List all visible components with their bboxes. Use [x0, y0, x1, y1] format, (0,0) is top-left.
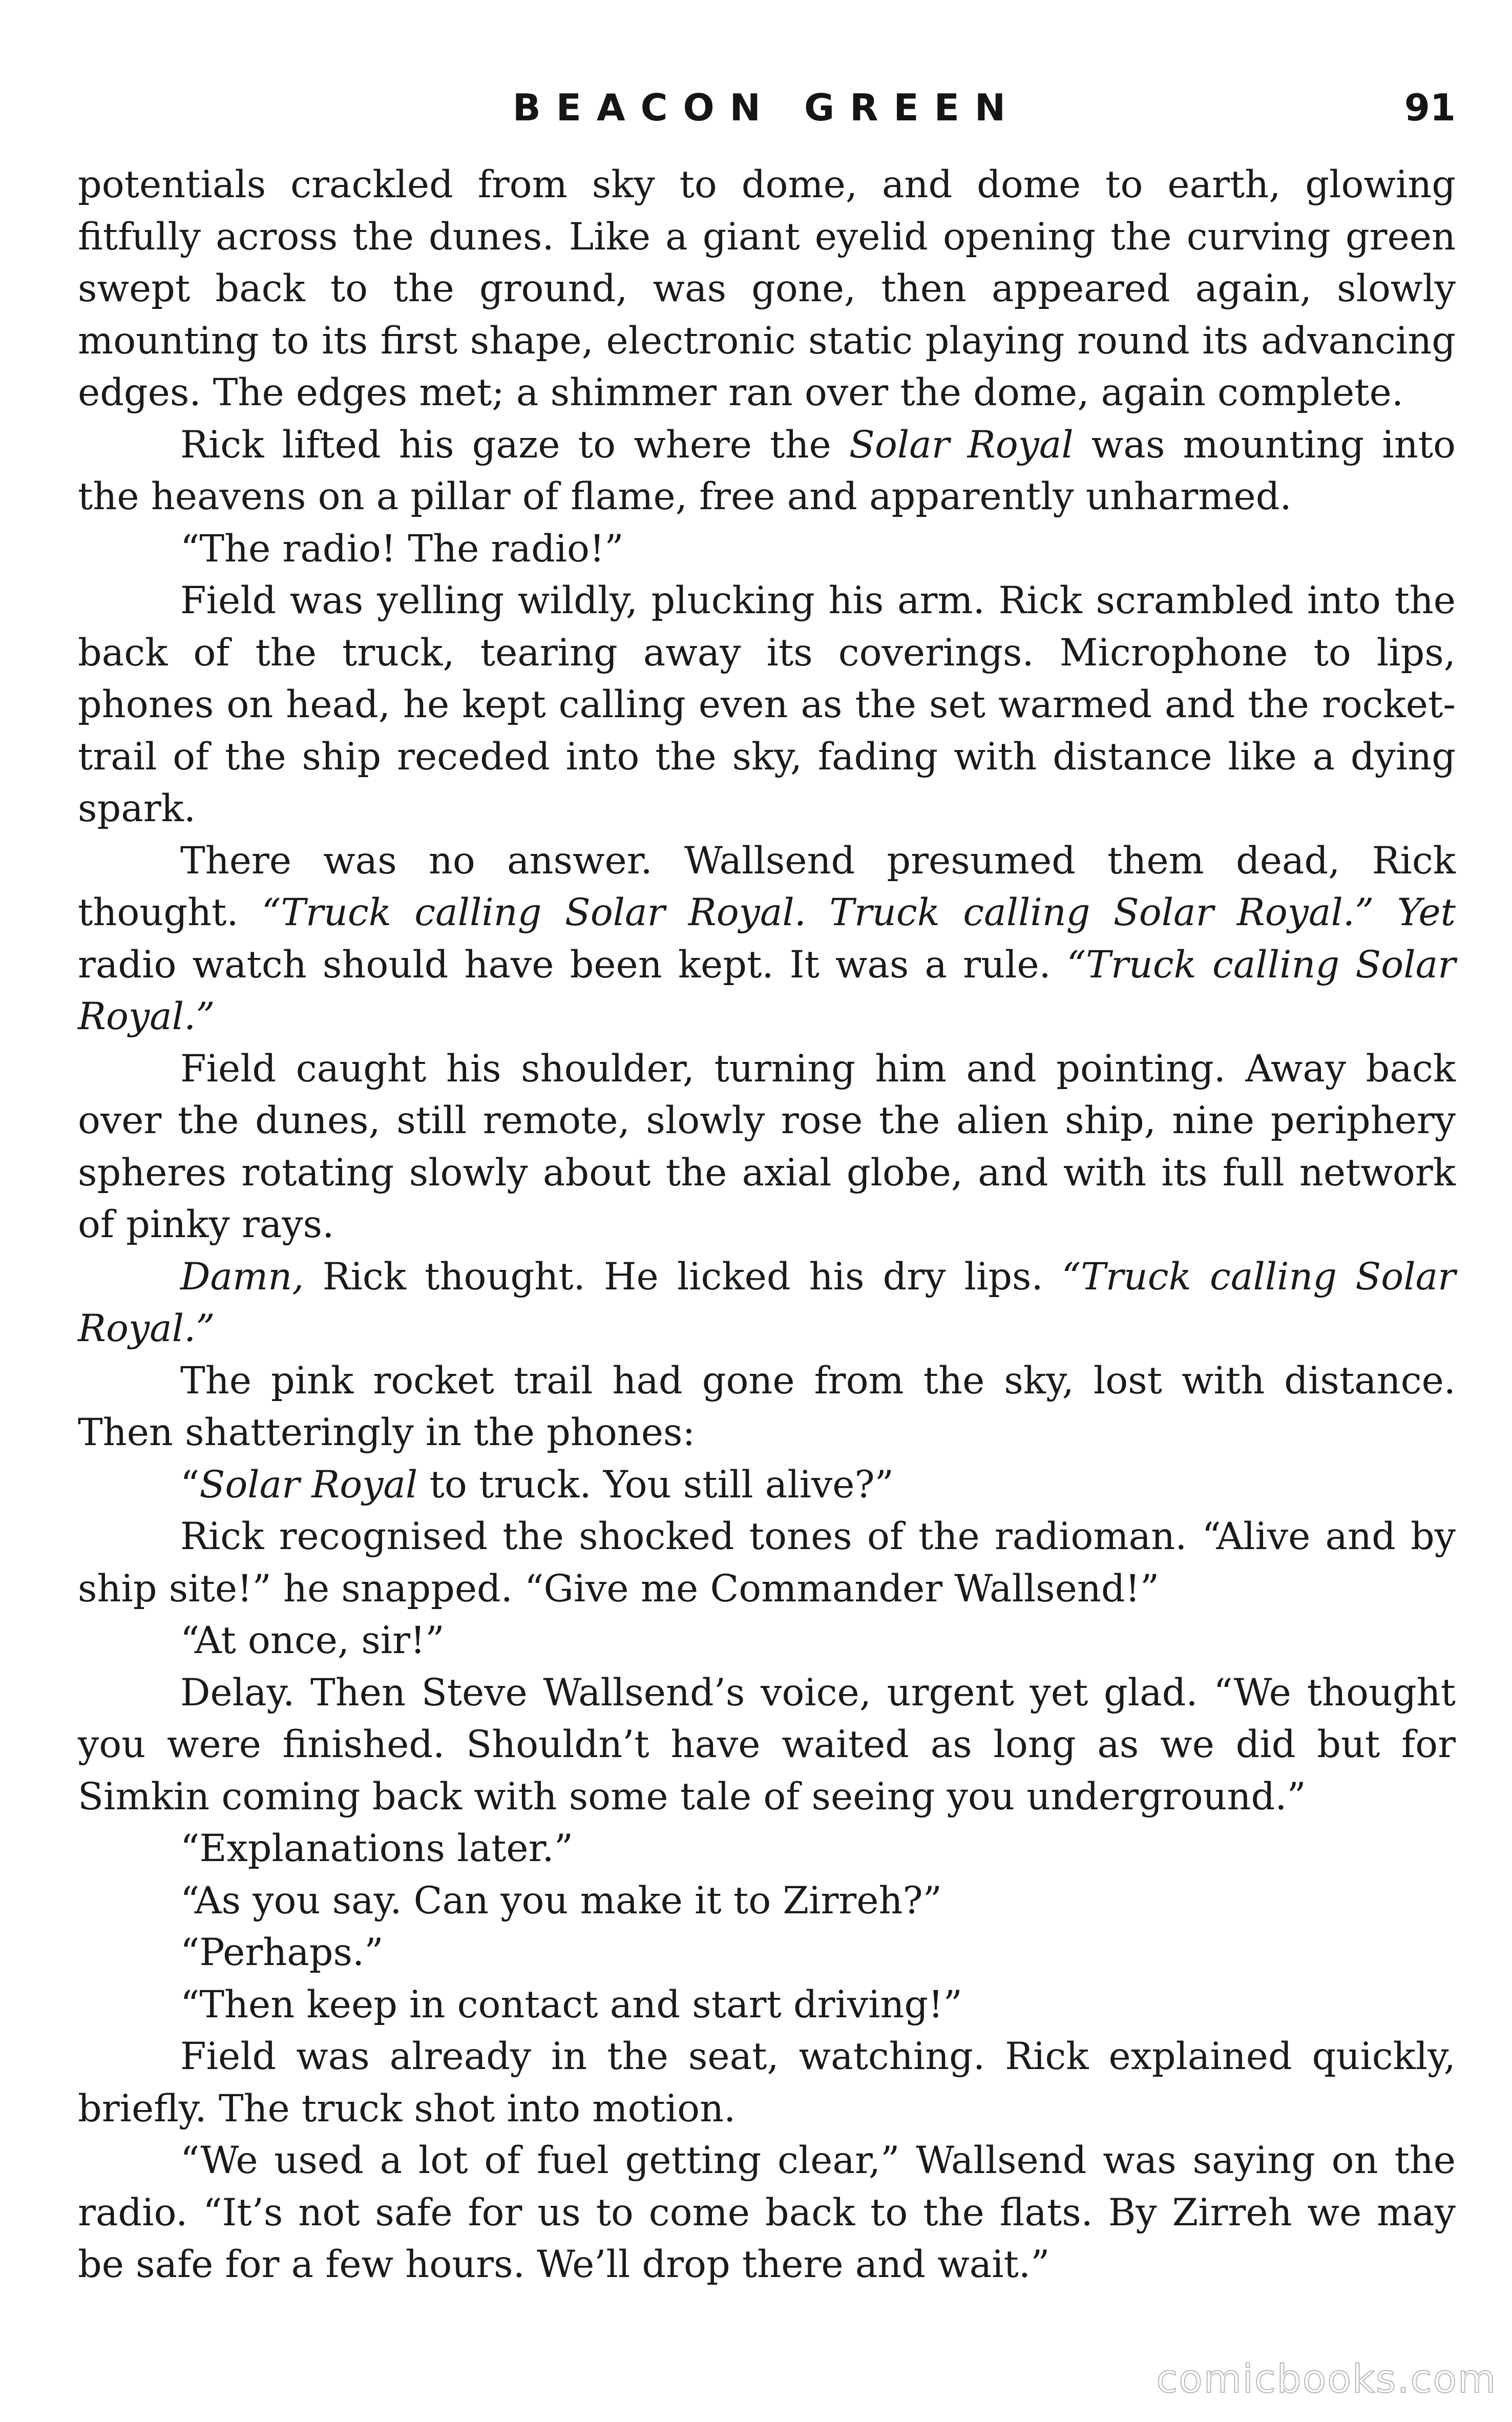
text-run: Field caught his shoulder, turning him and pointing. Away back over the dunes, still remote, slowly rose the alien ship, nine periphery spheres rotating slowly about the axial globe, and with its full network of pinky rays.: [78, 1047, 1456, 1246]
text-run: radio watch should have been kept. It was a rule.: [78, 943, 1067, 987]
italic-text: “Truck calling Solar Royal.”: [78, 1255, 1456, 1350]
italic-text: Solar Royal: [199, 1463, 418, 1507]
text-run: “The radio! The radio!”: [180, 527, 624, 571]
paragraph: [78, 2031, 1456, 2135]
text-run: was mounting into the heavens on a pillar of flame, free and apparently unharmed.: [78, 423, 1456, 518]
paragraph: [78, 1459, 1456, 1511]
paragraph: [78, 2135, 1456, 2291]
text-run: “: [180, 1463, 200, 1507]
paragraph: [78, 419, 1456, 523]
italic-text: “Truck calling Solar Royal. Truck calling Solar Royal.” Yet: [261, 891, 1456, 934]
watermark: comicbooks.com: [1156, 2356, 1497, 2402]
book-page: [78, 77, 1456, 2356]
paragraph: [78, 1043, 1456, 1251]
text-run: “As you say. Can you make it to Zirreh?”: [180, 1878, 942, 1923]
text-run: “We used a lot of fuel getting clear,” Wallsend was saying on the radio. “It’s not safe for us to come back to the flats. By Zirreh we may be safe for a few hours. We’ll drop there and wait.”: [78, 2139, 1456, 2286]
paragraph: [78, 575, 1456, 835]
italic-text: Solar Royal: [849, 423, 1074, 467]
running-title: BEACON GREEN: [512, 86, 1021, 129]
paragraph: [78, 1511, 1456, 1615]
italic-text: Damn,: [180, 1255, 304, 1299]
text-run: potentials crackled from sky to dome, and dome to earth, glowing fitfully across the dunes. Like a giant eyelid opening the curving green swept back to the ground, was gone, then appeared again, slowly mounting to its first shape, electronic static playing round its advancing edges. The edges met; a shimmer ran over the dome, again complete.: [78, 163, 1456, 414]
page-number: 91: [1404, 86, 1456, 129]
paragraph: [78, 1927, 1456, 1979]
paragraph: [78, 1823, 1456, 1875]
paragraph: [78, 1251, 1456, 1355]
paragraph: [78, 835, 1456, 1043]
text-run: Rick lifted his gaze to where the: [180, 423, 849, 467]
paragraph: [78, 1875, 1456, 1927]
text-run: Delay. Then Steve Wallsend’s voice, urgent yet glad. “We thought you were finished. Shouldn’t have waited as long as we did but for Simkin coming back with some tale of seeing you underground.”: [78, 1671, 1456, 1819]
text-run: Field was yelling wildly, plucking his arm. Rick scrambled into the back of the truck, tearing away its coverings. Microphone to lips, phones on head, he kept calling even as the set warmed and the rocket-trail of the ship receded into the sky, fading with distance like a dying spark.: [78, 579, 1456, 830]
text-run: to truck. You still alive?”: [417, 1463, 894, 1507]
body-text: [78, 159, 1456, 2291]
text-run: Rick thought. He licked his dry lips.: [304, 1255, 1062, 1299]
paragraph: [78, 1615, 1456, 1667]
text-run: “Perhaps.”: [180, 1931, 384, 1974]
running-header: [78, 77, 1456, 138]
text-run: There was no answer. Wallsend presumed them dead, Rick thought.: [78, 839, 1456, 934]
text-run: Field was already in the seat, watching. Rick explained quickly, briefly. The truck shot into motion.: [78, 2035, 1456, 2131]
text-run: “At once, sir!”: [180, 1619, 445, 1662]
paragraph: [78, 159, 1456, 419]
text-run: The pink rocket trail had gone from the sky, lost with distance. Then shatteringly in the phones:: [78, 1359, 1456, 1454]
paragraph: [78, 1667, 1456, 1823]
paragraph: [78, 1355, 1456, 1459]
paragraph: [78, 1979, 1456, 2031]
text-run: “Then keep in contact and start driving!”: [180, 1982, 962, 2027]
text-run: “Explanations later.”: [180, 1827, 574, 1870]
text-run: Rick recognised the shocked tones of the radioman. “Alive and by ship site!” he snapped. “Give me Commander Wallsend!”: [78, 1515, 1456, 1611]
italic-text: “Truck calling Solar Royal.”: [78, 943, 1456, 1038]
paragraph: [78, 523, 1456, 575]
